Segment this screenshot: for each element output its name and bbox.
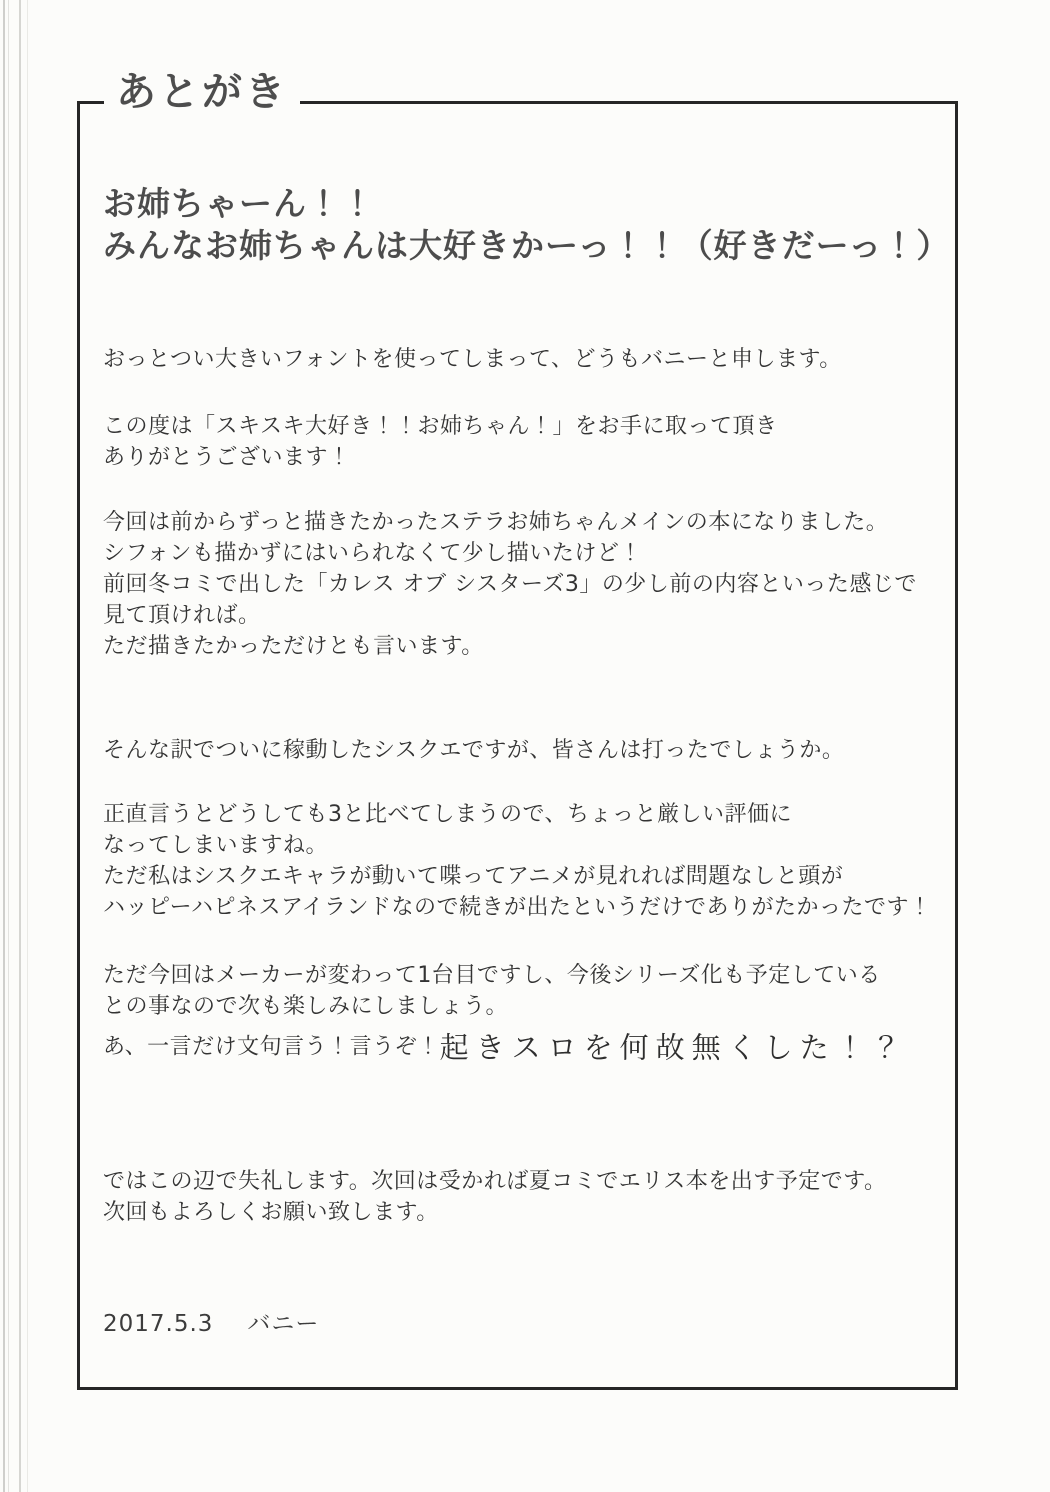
paragraph-book: [103, 507, 943, 662]
page-edge-line: [3, 0, 5, 1492]
signature-line: [103, 1305, 943, 1338]
complaint-emphasis: 起きスロを何故無くした！？: [439, 1030, 908, 1065]
page-edge-line: [19, 0, 21, 1492]
text-line: ただ今回はメーカーが変わって1台目ですし、今後シリーズ化も予定している: [103, 963, 881, 988]
text-line: ではこの辺で失礼します。次回は受かれば夏コミでエリス本を出す予定です。: [103, 1168, 887, 1194]
text-line: ただ私はシスクエキャラが動いて喋ってアニメが見れれば問題なしと頭が: [103, 864, 844, 889]
greeting-line: お姉ちゃーん！！: [103, 184, 375, 223]
page-title: あとがき: [104, 70, 300, 114]
paragraph-series: [103, 960, 943, 1022]
text-line: 前回冬コミで出した「カレス オブ シスターズ3」の少し前の内容といった感じで: [103, 572, 917, 597]
text-line: 次回もよろしくお願い致します。: [103, 1199, 439, 1225]
paragraph-closing: [103, 1166, 943, 1228]
text-line: シフォンも描かずにはいられなくて少し描いたけど！: [103, 541, 642, 566]
greeting-block: [103, 183, 951, 267]
signature-author: バニー: [247, 1310, 320, 1337]
text-line: 今回は前からずっと描きたかったステラお姉ちゃんメインの本になりました。: [103, 510, 889, 535]
paragraph-intro: [103, 344, 943, 375]
complaint-line: [103, 1026, 943, 1069]
complaint-prefix: あ、一言だけ文句言う！言うぞ！: [103, 1034, 440, 1060]
text-line: との事なので次も楽しみにしましょう。: [103, 994, 509, 1019]
paragraph-thanks: [103, 411, 943, 473]
text-line: ハッピーハピネスアイランドなので続きが出たというだけでありがたかったです！: [103, 895, 932, 920]
signature-date: 2017.5.3: [103, 1310, 214, 1337]
text-line: なってしまいますね。: [103, 833, 329, 858]
page-edge-line: [8, 0, 9, 1492]
paragraph-sisquest: [103, 735, 943, 766]
text-line: この度は「スキスキ大好き！！お姉ちゃん！」をお手に取って頂き: [103, 414, 778, 439]
paragraph-review: [103, 799, 943, 923]
greeting-line: みんなお姉ちゃんは大好きかーっ！！（好きだーっ！）: [103, 226, 951, 265]
text-line: ありがとうございます！: [103, 445, 351, 470]
text-line: おっとつい大きいフォントを使ってしまって、どうもバニーと申します。: [103, 347, 842, 372]
text-line: 正直言うとどうしても3と比べてしまうので、ちょっと厳しい評価に: [103, 802, 793, 827]
text-line: 見て頂ければ。: [103, 603, 261, 628]
text-line: ただ描きたかっただけとも言います。: [103, 634, 484, 659]
afterword-content: [103, 183, 951, 1338]
page-edge-line: [27, 0, 28, 1492]
text-line: そんな訳でついに稼動したシスクエですが、皆さんは打ったでしょうか。: [103, 738, 845, 763]
